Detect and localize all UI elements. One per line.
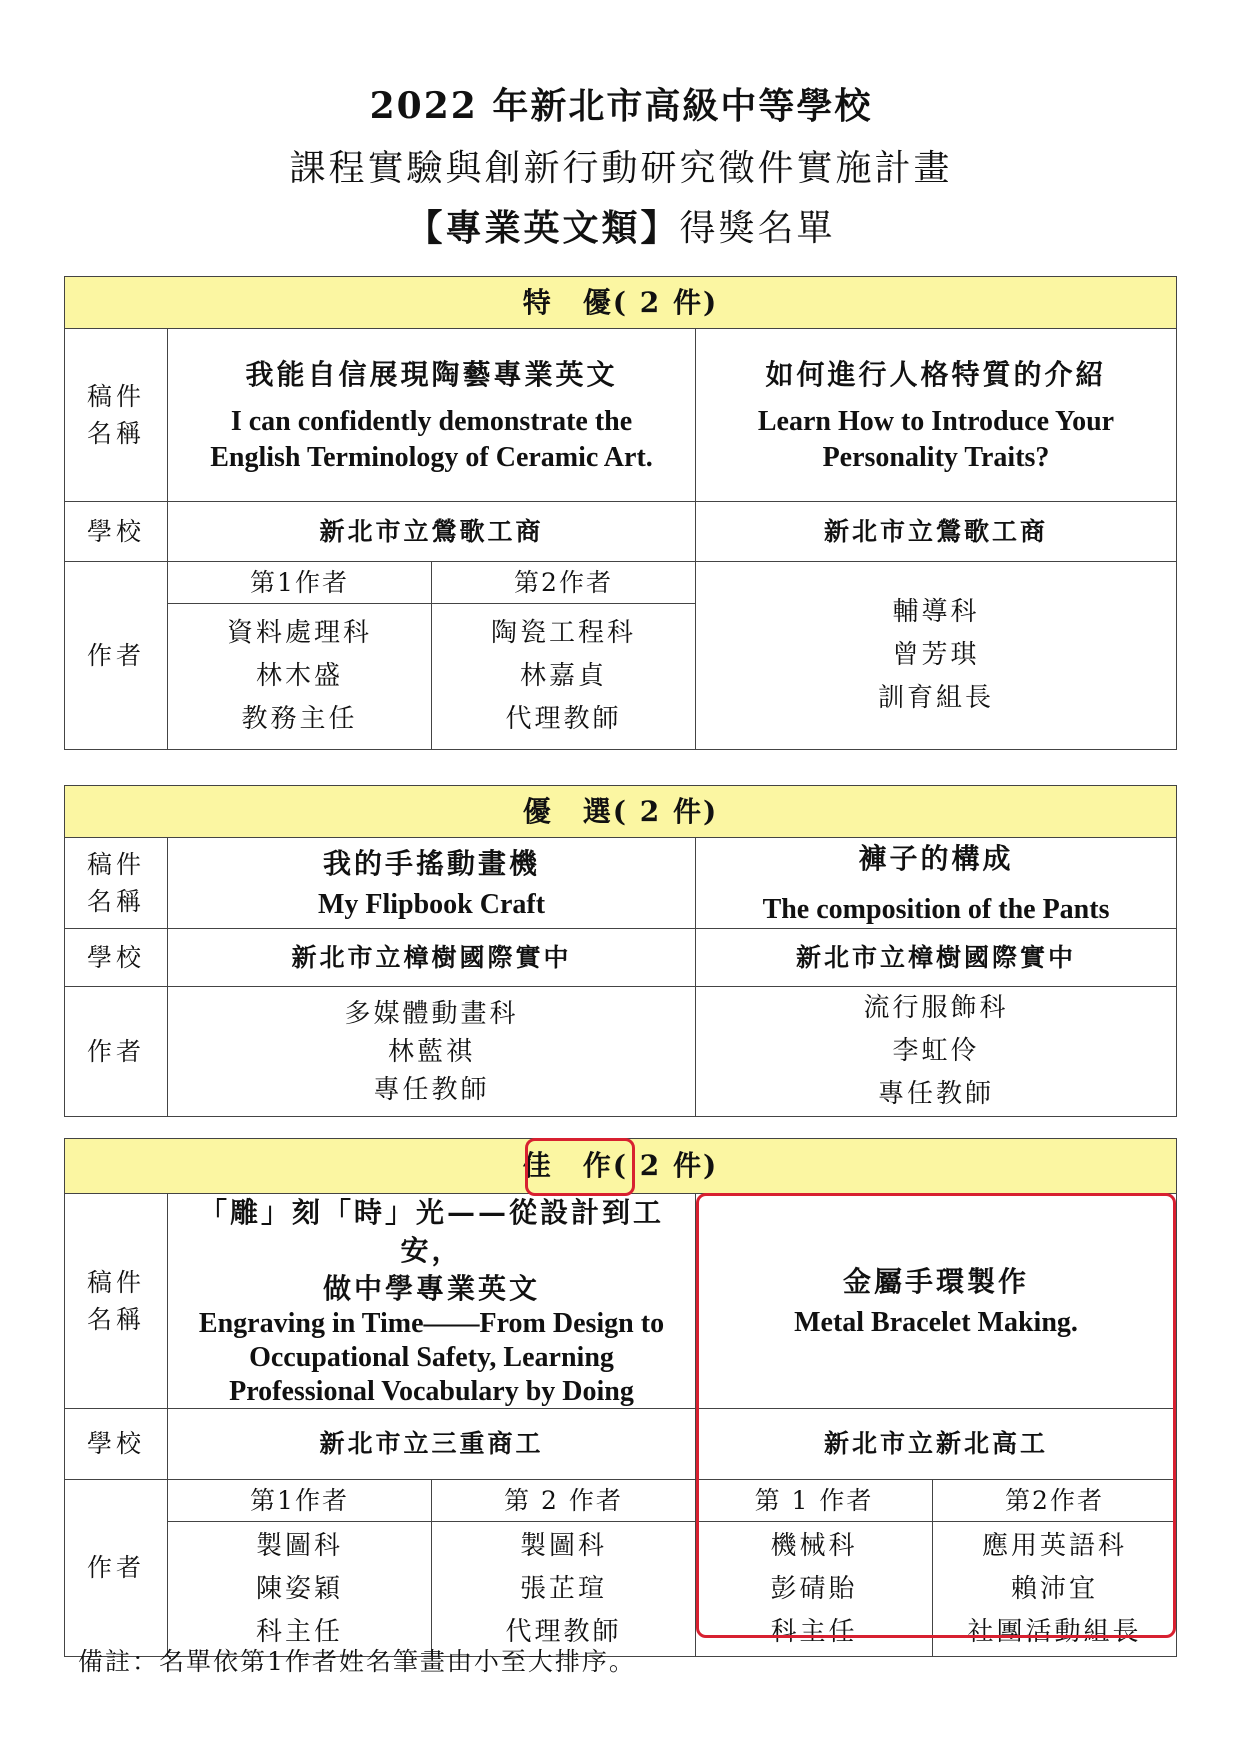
merit-award-band (65, 1139, 1177, 1194)
first-author-header: 第1作者 (168, 562, 432, 604)
title-en: I can confidently demonstrate the English Terminology of Ceramic Art. (210, 405, 653, 473)
merit-left-title (168, 1194, 696, 1409)
author-name: 陳姿穎 (255, 1573, 343, 1604)
author-position: 訓育組長 (877, 683, 994, 713)
author-position: 代理教師 (505, 704, 622, 734)
second-author-cell (432, 604, 696, 750)
special-left-title (168, 329, 696, 502)
title-en: Learn How to Introduce Your Personality Traits? (757, 405, 1115, 473)
author-label: 作者 (65, 562, 168, 750)
author-name: 曾芳琪 (892, 640, 980, 670)
title-zh: 我的手搖動畫機 (322, 847, 540, 880)
author-position: 代理教師 (505, 1616, 622, 1647)
author-cell (168, 987, 696, 1117)
school-name: 新北市立鶯歌工商 (168, 502, 696, 562)
special-award-band: 特 優( 2 件) (65, 277, 1177, 329)
author-position: 專任教師 (878, 1079, 995, 1110)
author-name: 林藍祺 (387, 1036, 475, 1067)
author-name: 張芷瑄 (519, 1573, 607, 1604)
author-department: 流行服飾科 (863, 993, 1009, 1024)
second-author-header: 第 2 作者 (432, 1480, 696, 1522)
category-label: 【專業英文類】 (406, 207, 680, 249)
document-title-line2: 課程實驗與創新行動研究徵件實施計畫 (289, 148, 953, 189)
title-zh: 做中學專業英文 (322, 1271, 540, 1305)
title-zh: 我能自信展現陶藝專業英文 (245, 357, 618, 391)
author-department: 資料處理科 (226, 618, 372, 648)
excellent-award-band: 優 選( 2 件) (65, 786, 1177, 838)
school-label: 學校 (65, 1409, 168, 1480)
excellent-award-table (64, 785, 1177, 1117)
title-en: My Flipbook Craft (317, 889, 546, 920)
school-name: 新北市立樟樹國際實中 (696, 929, 1177, 987)
author-department: 陶瓷工程科 (490, 618, 636, 648)
author-position: 科主任 (770, 1616, 858, 1647)
author-position: 專任教師 (373, 1074, 490, 1105)
first-author-header: 第1作者 (168, 1480, 432, 1522)
author-cell (696, 562, 1177, 750)
author-department: 輔導科 (892, 597, 980, 627)
title-label: 稿件 名稱 (65, 1194, 168, 1409)
school-name: 新北市立三重商工 (168, 1409, 696, 1480)
author-name: 賴沛宜 (1011, 1573, 1099, 1604)
author-position: 社團活動組長 (967, 1616, 1142, 1647)
title-en: Metal Bracelet Making. (794, 1306, 1078, 1338)
excellent-left-title (168, 838, 696, 929)
special-award-table (64, 276, 1177, 750)
author-name: 林木盛 (255, 661, 343, 691)
footnote: 備註：名單依第1作者姓名筆畫由小至大排序。 (78, 1647, 636, 1676)
school-name: 新北市立樟樹國際實中 (168, 929, 696, 987)
title-zh: 金屬手環製作 (843, 1264, 1030, 1298)
second-author-cell (933, 1522, 1177, 1657)
school-label: 學校 (65, 929, 168, 987)
author-department: 應用英語科 (982, 1530, 1128, 1561)
author-cell (696, 987, 1177, 1117)
first-author-cell (696, 1522, 933, 1657)
author-label: 作者 (65, 1480, 168, 1657)
document-title-line3 (0, 200, 1242, 251)
title-en: Engraving in Time——From Design to Occupational Safety, Learning Professional Vocabulary by Doing (198, 1308, 665, 1407)
author-name: 李虹伶 (892, 1036, 980, 1067)
award-list-label: 得獎名單 (679, 208, 836, 249)
school-name: 新北市立新北高工 (696, 1409, 1177, 1480)
title-label: 稿件 名稱 (65, 329, 168, 502)
author-department: 製圖科 (255, 1530, 343, 1561)
author-position: 科主任 (255, 1616, 343, 1647)
title-zh: 如何進行人格特質的介紹 (765, 357, 1107, 391)
first-author-header: 第 1 作者 (696, 1480, 933, 1522)
author-name: 彭碃貽 (770, 1573, 858, 1604)
first-author-cell (168, 1522, 432, 1657)
title-zh: 褲子的構成 (858, 842, 1014, 875)
first-author-cell (168, 604, 432, 750)
title-en: The composition of the Pants (762, 894, 1110, 925)
author-name: 林嘉貞 (519, 661, 607, 691)
title-label: 稿件 名稱 (65, 838, 168, 929)
author-label: 作者 (65, 987, 168, 1117)
merit-award-label: 佳 作 (522, 1149, 613, 1182)
author-position: 教務主任 (241, 704, 358, 734)
author-department: 多媒體動畫科 (344, 998, 519, 1029)
second-author-header: 第2作者 (933, 1480, 1177, 1522)
author-department: 機械科 (770, 1530, 858, 1561)
school-name: 新北市立鶯歌工商 (696, 502, 1177, 562)
author-department: 製圖科 (519, 1530, 607, 1561)
document-title-line1: 2022 年新北市高級中等學校 (369, 85, 873, 127)
special-right-title (696, 329, 1177, 502)
school-label: 學校 (65, 502, 168, 562)
merit-award-table (64, 1138, 1177, 1657)
merit-right-title (696, 1194, 1177, 1409)
second-author-header: 第2作者 (432, 562, 696, 604)
excellent-right-title (696, 838, 1177, 929)
second-author-cell (432, 1522, 696, 1657)
merit-award-count: ( 2 件) (612, 1149, 719, 1182)
title-zh: 「雕」刻「時」光——從設計到工安， (198, 1196, 664, 1267)
